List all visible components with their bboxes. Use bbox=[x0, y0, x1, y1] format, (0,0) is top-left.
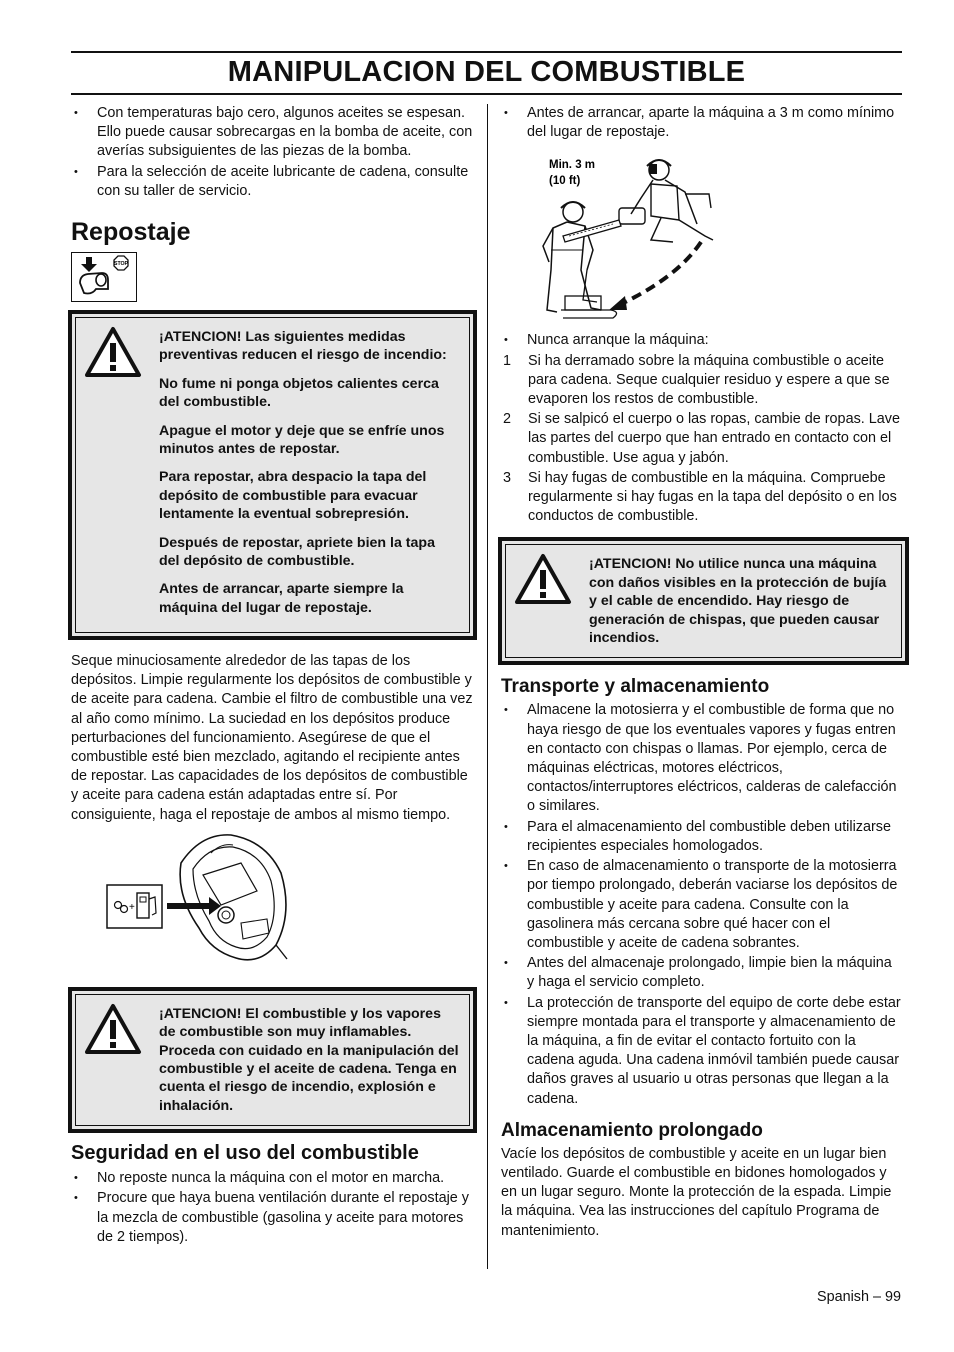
warning-box-flammable bbox=[68, 987, 477, 1133]
transporte-bullet-list bbox=[501, 701, 901, 1108]
page-title: MANIPULACION DEL COMBUSTIBLE bbox=[227, 56, 746, 88]
list-item: • No reposte nunca la máquina con el motor en marcha. bbox=[71, 1169, 473, 1188]
svg-text:+: + bbox=[129, 901, 135, 913]
seguridad-bullet-list bbox=[71, 1169, 473, 1247]
list-item: • Antes de arrancar, aparte la máquina a 3 m como mínimo del lugar de repostaje. bbox=[501, 104, 901, 142]
list-item: • Almacene la motosierra y el combustible de forma que no haya riesgo de que los eventuales vapores y fugas entren en contacto con chispas o llamas. Por ejemplo, cerca de máquinas eléctricas, motores eléctricos, contactos/interruptores eléctricos, calderas de calefacción o similares. bbox=[501, 701, 901, 816]
warning-text: ¡ATENCION! El combustible y los vapores de combustible son muy inflamables. Proceda con cuidado en la manipulación del combustible y el aceite de cadena. Tenga en cuenta el riesgo de incendio, explosión e inhalación. bbox=[159, 1005, 459, 1114]
page-footer: Spanish – 99 bbox=[816, 1289, 901, 1305]
list-item: • La protección de transporte del equipo de corte debe estar siempre montada para el transporte y almacenamiento de la máquina, a fin de evitar el contacto fortuito con la cadena aguda. Una cadena inmóvil también puede causar daños graves al usuario u otras personas que llegan a la cadena. bbox=[501, 994, 901, 1109]
refuel-stop-icon bbox=[72, 253, 136, 301]
warning-text: Apague el motor y deje que se enfríe unos minutos antes de repostar. bbox=[159, 422, 445, 458]
refuel-distance-drawing bbox=[501, 150, 901, 322]
warning-text: No fume ni ponga objetos calientes cerca del combustible. bbox=[159, 375, 439, 411]
list-item: • En caso de almacenamiento o transporte de la motosierra por tiempo prolongado, deberán vaciarse los depósitos de combustible y aceite para cadena. Consulte con la gasolinera más cercana sobre qué hacer con el combustible y aceite de cadena sobrantes. bbox=[501, 857, 901, 953]
header-rule-top bbox=[71, 51, 902, 53]
warning-text: Después de repostar, apriete bien la tapa del depósito de combustible. bbox=[159, 534, 435, 570]
chainsaw-tank-drawing bbox=[71, 833, 473, 971]
refuel-stop-pictogram bbox=[71, 252, 137, 302]
right-intro-bullet-list bbox=[501, 104, 901, 142]
list-item: • Con temperaturas bajo cero, algunos aceites se espesan. Ello puede causar sobrecargas en la bomba de aceite, con averías subsiguientes de las piezas de la bomba. bbox=[71, 104, 473, 162]
svg-text:STOP: STOP bbox=[113, 261, 129, 268]
header-rule-bottom bbox=[71, 93, 902, 95]
list-item: • Para la selección de aceite lubricante de cadena, consulte con su taller de servicio. bbox=[71, 163, 473, 201]
list-item: • Antes del almacenaje prolongado, limpie bien la máquina y haga el servicio completo. bbox=[501, 954, 901, 992]
warning-triangle-icon bbox=[514, 553, 572, 605]
almacenamiento-heading: Almacenamiento prolongado bbox=[501, 1119, 763, 1141]
distance-illustration bbox=[501, 150, 901, 322]
column-divider bbox=[487, 104, 488, 1269]
warning-box-spark bbox=[498, 537, 909, 665]
transporte-heading: Transporte y almacenamiento bbox=[501, 676, 770, 698]
list-item: 2 Si se salpicó el cuerpo o las ropas, cambie de ropas. Lave las partes del cuerpo que han entrado en contacto con el combustible. Use agua y jabón. bbox=[503, 411, 900, 466]
warning-triangle-icon bbox=[84, 326, 142, 378]
warning-text: Antes de arrancar, aparte siempre la máquina del lugar de repostaje. bbox=[159, 581, 404, 616]
nunca-bullet-list bbox=[501, 331, 901, 350]
warning-text: ¡ATENCION! Las siguientes medidas preventivas reducen el riesgo de incendio: bbox=[159, 329, 447, 364]
svg-text:(10 ft): (10 ft) bbox=[549, 175, 581, 188]
warning-text: ¡ATENCION! No utilice nunca una máquina con daños visibles en la protección de bujía y el cable de encendido. Hay riesgo de generación de chispas, que pueden causar incendios. bbox=[589, 556, 887, 647]
intro-bullet-list bbox=[71, 104, 473, 201]
svg-text:Min. 3 m: Min. 3 m bbox=[549, 159, 596, 172]
warning-triangle-icon bbox=[84, 1003, 142, 1055]
list-item: • Para el almacenamiento del combustible deben utilizarse recipientes especiales homologados. bbox=[501, 818, 901, 856]
list-item: • Procure que haya buena ventilación durante el repostaje y la mezcla de combustible (gasolina y aceite para motores de 2 tiempos). bbox=[71, 1189, 473, 1247]
warning-box-refuel bbox=[68, 310, 477, 640]
warning-text: Para repostar, abra despacio la tapa del depósito de combustible para evacuar lentamente la eventual sobrepresión. bbox=[159, 469, 427, 523]
list-item: • Nunca arranque la máquina: bbox=[501, 331, 901, 350]
repostaje-heading: Repostaje bbox=[71, 218, 191, 247]
left-column bbox=[71, 104, 473, 1248]
seguridad-heading: Seguridad en el uso del combustible bbox=[71, 1142, 419, 1165]
list-item: 1 Si ha derramado sobre la máquina combustible o aceite para cadena. Seque cualquier residuo y espere a que se evaporen los restos de combustible. bbox=[503, 352, 890, 408]
almacenamiento-paragraph: Vacíe los depósitos de combustible y aceite en un lugar bien ventilado. Guarde el combustible en bidones homologados y en un lugar seguro. Monte la protección de la espada. Limpie la máquina. Vea las instrucciones del capítulo Programa de mantenimiento. bbox=[501, 1145, 892, 1239]
list-item: 3 Si hay fugas de combustible en la máquina. Compruebe regularmente si hay fugas en la tapa del depósito o en los conductos de combustible. bbox=[503, 469, 897, 525]
numbered-list bbox=[501, 352, 901, 527]
fuel-cap-illustration bbox=[71, 833, 473, 971]
repostaje-paragraph: Seque minuciosamente alrededor de las tapas de los depósitos. Limpie regularmente los depósitos de combustible y de aceite para cadena. Cambie el filtro de combustible una vez al año como mínimo. La suciedad en los depósitos produce perturbaciones del funcionamiento. Asegúrese de que el combustible esté bien mezclado, agitando el recipiente antes de repostar. Las capacidades de los depósitos de combustible y aceite para cadena están adaptadas entre sí. Por consiguiente, haga el repostaje de ambos al mismo tiempo. bbox=[71, 653, 473, 823]
right-column bbox=[501, 104, 901, 1241]
